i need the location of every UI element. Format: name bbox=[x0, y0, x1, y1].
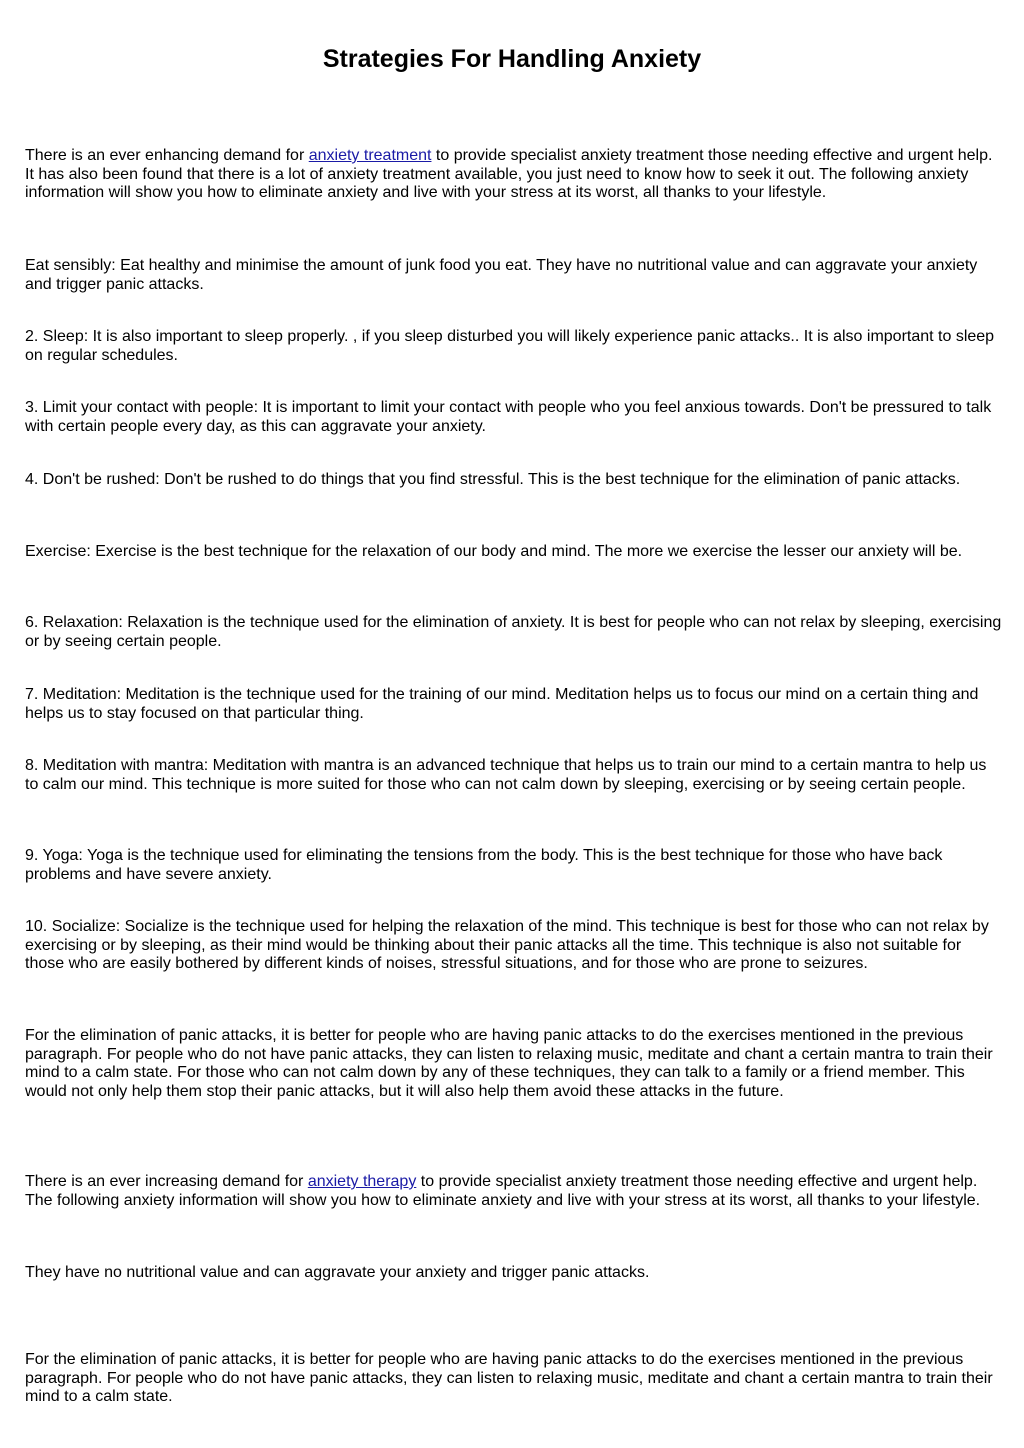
paragraph-elimination-panic: For the elimination of panic attacks, it is better for people who are having panic attacks to do the exercises mentioned in the previous paragraph. For people who do not have panic attacks, they can listen to relaxing music, meditate and chant a certain mantra to train their mind to a calm state. For those who can not calm down by any of these techniques, they can talk to a family or a friend member. This would not only help them stop their panic attacks, but it will also help them avoid these attacks in the future. bbox=[25, 1027, 993, 1100]
paragraph-relaxation: 6. Relaxation: Relaxation is the technique used for the elimination of anxiety. It is best for people who can not relax by sleeping, exercising or by seeing certain people. bbox=[25, 614, 1002, 650]
document-title: Strategies For Handling Anxiety bbox=[322, 45, 702, 73]
paragraph-sleep: 2. Sleep: It is also important to sleep properly. , if you sleep disturbed you will likely experience panic attacks.. It is also important to sleep on regular schedules. bbox=[25, 328, 995, 364]
anxiety-therapy-link[interactable]: anxiety therapy bbox=[307, 1173, 417, 1190]
second-intro-paragraph bbox=[25, 1173, 1003, 1210]
intro-text-after-link: to provide specialist anxiety treatment those needing effective and urgent help. It has also been found that there is a lot of anxiety treatment available, you just need to know how to seek it out. The following anxiety information will show you how to eliminate anxiety and live with your stress at its worst, all thanks to your lifestyle. bbox=[25, 147, 993, 202]
anxiety-treatment-link[interactable]: anxiety treatment bbox=[308, 147, 432, 164]
paragraph-closing: For the elimination of panic attacks, it is better for people who are having panic attacks to do the exercises mentioned in the previous paragraph. For people who do not have panic attacks, they can listen to relaxing music, meditate and chant a certain mantra to train their mind to a calm state. bbox=[25, 1351, 993, 1406]
paragraph-yoga: 9. Yoga: Yoga is the technique used for eliminating the tensions from the body. This is the best technique for those who have back problems and have severe anxiety. bbox=[25, 847, 943, 883]
paragraph-meditation-mantra: 8. Meditation with mantra: Meditation with mantra is an advanced technique that helps us to train our mind to a certain mantra to help us to calm our mind. This technique is more suited for those who can not calm down by sleeping, exercising or by seeing certain people. bbox=[25, 757, 987, 793]
paragraph-limit-contact: 3. Limit your contact with people: It is important to limit your contact with people who you feel anxious towards. Don't be pressured to talk with certain people every day, as this can aggravate your anxiety. bbox=[25, 399, 992, 435]
paragraph-eat-sensibly: Eat sensibly: Eat healthy and minimise the amount of junk food you eat. They have no nutritional value and can aggravate your anxiety and trigger panic attacks. bbox=[25, 257, 978, 293]
paragraph-socialize: 10. Socialize: Socialize is the technique used for helping the relaxation of the mind. This technique is best for those who can not relax by exercising or by sleeping, as their mind would be thinking about their panic attacks all the time. This technique is also not suitable for those who are easily bothered by different kinds of noises, stressful situations, and for those who are prone to seizures. bbox=[25, 918, 989, 973]
intro-text-before-link: There is an ever enhancing demand for bbox=[25, 147, 309, 164]
paragraph-exercise: Exercise: Exercise is the best technique for the relaxation of our body and mind. The more we exercise the lesser our anxiety will be. bbox=[25, 543, 963, 560]
paragraph-dont-be-rushed: 4. Don't be rushed: Don't be rushed to do things that you find stressful. This is the best technique for the elimination of panic attacks. bbox=[25, 471, 961, 488]
intro-paragraph bbox=[25, 147, 1003, 203]
paragraph-meditation: 7. Meditation: Meditation is the technique used for the training of our mind. Meditation helps us to focus our mind on a certain thing and helps us to stay focused on that particular thing. bbox=[25, 686, 979, 722]
paragraph-nutrition-note: They have no nutritional value and can aggravate your anxiety and trigger panic attacks. bbox=[25, 1264, 650, 1281]
second-intro-text-after-link: to provide specialist anxiety treatment those needing effective and urgent help. The following anxiety information will show you how to eliminate anxiety and live with your stress at its worst, all thanks to your lifestyle. bbox=[25, 1173, 981, 1209]
second-intro-text-before-link: There is an ever increasing demand for bbox=[25, 1173, 308, 1190]
